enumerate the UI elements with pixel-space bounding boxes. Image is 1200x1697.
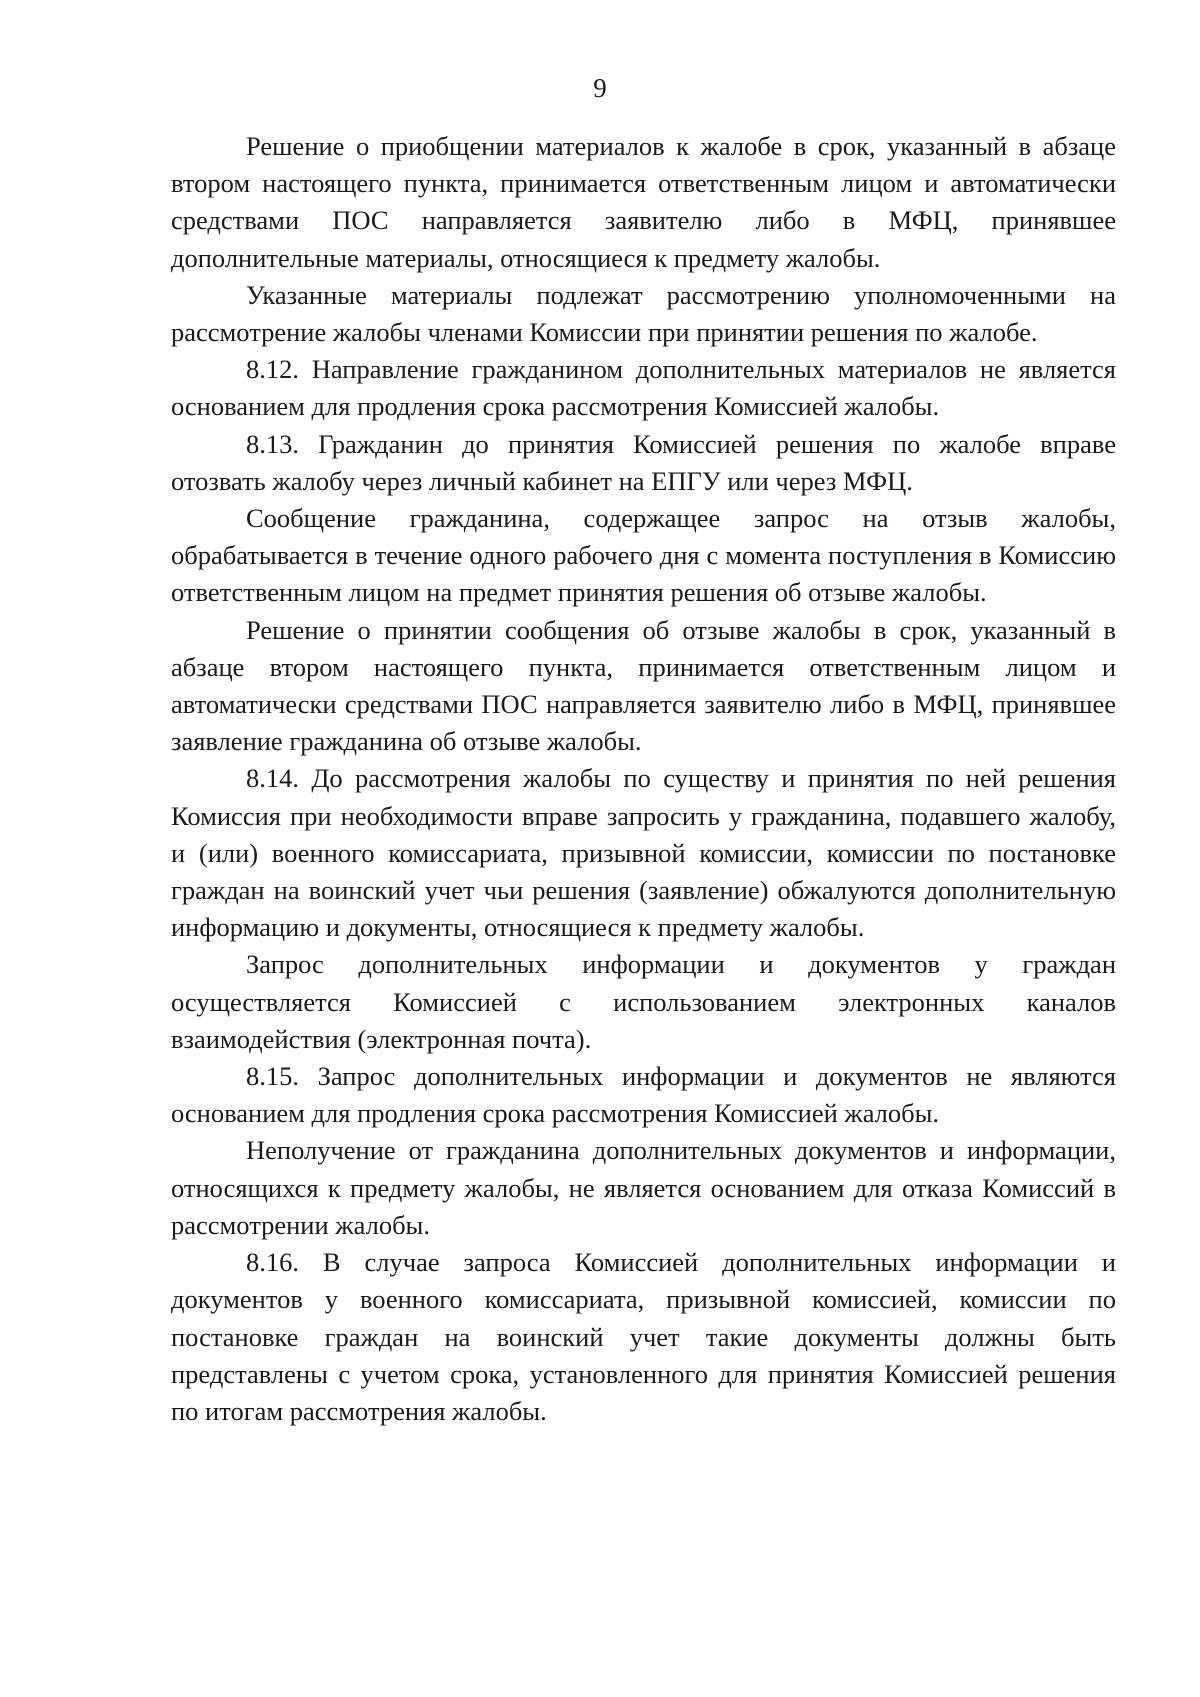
paragraph-8-13: 8.13. Гражданин до принятия Комиссией решения по жалобе вправе отозвать жалобу через личный кабинет на ЕПГУ или через МФЦ. (171, 428, 1116, 496)
paragraph-8-15: 8.15. Запрос дополнительных информации и документов не являются основанием для продления срока рассмотрения Комиссией жалобы. (171, 1061, 1116, 1129)
paragraph-request-channels: Запрос дополнительных информации и документов у граждан осуществляется Комиссией с использованием электронных каналов взаимодействия (электронная почта). (171, 949, 1116, 1054)
document-body (171, 128, 1116, 1430)
paragraph-8-16: 8.16. В случае запроса Комиссией дополнительных информации и документов у военного комиссариата, призывной комиссией, комиссии по постановке граждан на воинский учет такие документы должны быть представлены с учетом срока, установленного для принятия Комиссией решения по итогам рассмотрения жалобы. (171, 1247, 1116, 1426)
paragraph-8-12: 8.12. Направление гражданином дополнительных материалов не является основанием для продления срока рассмотрения Комиссией жалобы. (171, 354, 1116, 422)
paragraph-withdrawal-message: Сообщение гражданина, содержащее запрос на отзыв жалобы, обрабатывается в течение одного рабочего дня с момента поступления в Комиссию ответственным лицом на предмет принятия решения об отзыве жалобы. (171, 503, 1116, 608)
paragraph-materials-review: Указанные материалы подлежат рассмотрению уполномоченными на рассмотрение жалобы членами Комиссии при принятии решения по жалобе. (171, 279, 1116, 348)
paragraph-attachment-decision: Решение о приобщении материалов к жалобе в срок, указанный в абзаце втором настоящего пункта, принимается ответственным лицом и автоматически средствами ПОС направляется заявителю либо в МФЦ, принявшее дополнительные материалы, относящиеся к предмету жалобы. (171, 131, 1116, 273)
paragraph-withdrawal-decision: Решение о принятии сообщения об отзыве жалобы в срок, указанный в абзаце втором настоящего пункта, принимается ответственным лицом и автоматически средствами ПОС направляется заявителю либо в МФЦ, принявшее заявление гражданина об отзыве жалобы. (171, 614, 1116, 757)
paragraph-non-receipt: Неполучение от гражданина дополнительных документов и информации, относящихся к предмету жалобы, не является основанием для отказа Комиссий в рассмотрении жалобы. (171, 1135, 1116, 1240)
paragraph-8-14: 8.14. До рассмотрения жалобы по существу и принятия по ней решения Комиссия при необходимости вправе запросить у гражданина, подавшего жалобу, и (или) военного комиссариата, призывной комиссии, комиссии по постановке граждан на воинский учет чьи решения (заявление) обжалуются дополнительную информацию и документы, относящиеся к предмету жалобы. (171, 763, 1116, 943)
page-number: 9 (593, 73, 607, 103)
